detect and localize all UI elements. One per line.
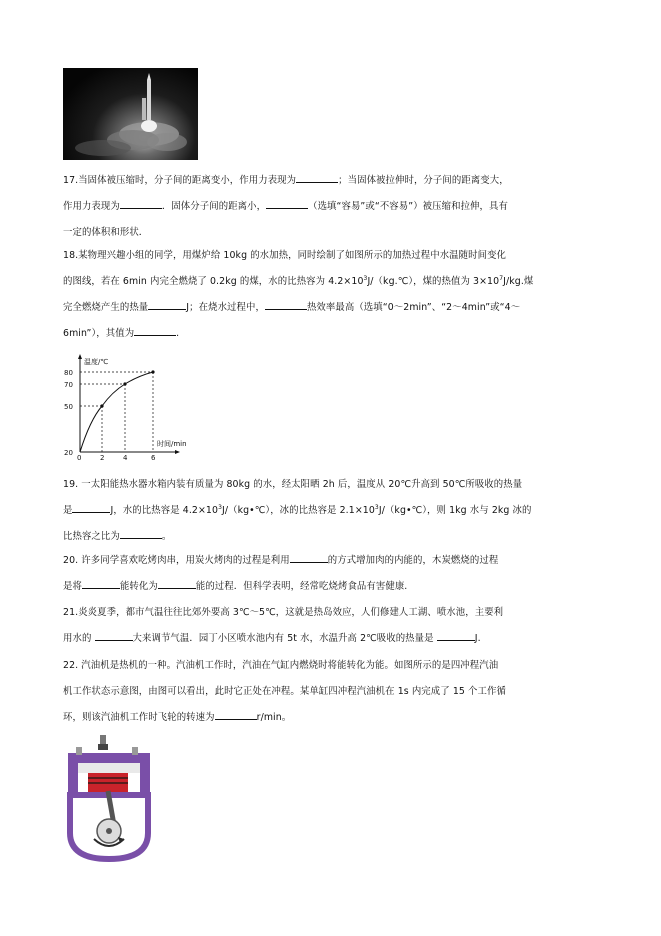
engine-cylinder-diagram (62, 733, 157, 863)
data-point (123, 382, 126, 385)
answer-blank[interactable] (95, 629, 133, 641)
spark-plug-icon (100, 735, 106, 745)
exhaust-valve-icon (132, 747, 138, 755)
answer-blank[interactable] (72, 501, 110, 513)
x-axis-label: 时间/min (157, 440, 187, 448)
answer-blank[interactable] (148, 298, 186, 310)
x-tick-0: 0 (77, 454, 82, 462)
question-20: 20. 许多同学喜欢吃烤肉串，用炭火烤肉的过程是利用 的方式增加肉的内能的，木炭燃烧的过程 是将 能转化为 能的过程．但科学表明，经常吃烧烤食品有害健康. (63, 548, 603, 600)
y-tick-80: 80 (64, 369, 73, 377)
question-19: 19. 一太阳能热水器水箱内装有质量为 80kg 的水，经太阳晒 2h 后，温度从 20℃升高到 50℃所吸收的热量 是 J，水的比热容是 $4.2\times 10^3J/(kg•℃)$，冰的比热容是 $2.1\times 10^3J/(kg•℃)$，则 1kg 水与 2kg 冰的 比热容之比为 。 (63, 479, 532, 542)
answer-blank[interactable] (296, 171, 338, 183)
x-tick-4: 4 (123, 454, 128, 462)
answer-blank[interactable] (158, 577, 196, 589)
answer-blank[interactable] (120, 197, 162, 209)
answer-blank[interactable] (266, 197, 308, 209)
data-point (100, 404, 103, 407)
y-tick-50: 50 (64, 403, 73, 411)
x-tick-2: 2 (100, 454, 105, 462)
answer-blank[interactable] (82, 577, 120, 589)
answer-blank[interactable] (134, 324, 176, 336)
rocket-launch-icon (63, 68, 198, 160)
y-axis-label: 温度/℃ (84, 358, 109, 366)
rocket-launch-photo (63, 68, 198, 160)
x-axis-arrow (175, 450, 180, 454)
answer-blank[interactable] (437, 629, 475, 641)
answer-blank[interactable] (265, 298, 307, 310)
question-22: 22. 汽油机是热机的一种。汽油机工作时，汽油在气缸内燃烧时将能转化为能。如图所示的是四冲程汽油 机工作状态示意图，由图可以看出，此时它正处在冲程。某单缸四冲程汽油机在 1s 内完成了 15 个工作循 环，则该汽油机工作时飞轮的转速为 r/min。 (63, 660, 506, 723)
x-tick-6: 6 (151, 454, 156, 462)
y-tick-20: 20 (64, 449, 73, 457)
answer-blank[interactable] (290, 551, 328, 563)
question-21: 21.炎炎夏季，都市气温往往比郊外要高 3℃～5℃，这就是热岛效应，人们修建人工湖、喷水池，主要利 用水的 大来调节气温．园丁小区喷水池内有 5t 水，水温升高 2℃吸收的热量是 J. (63, 607, 504, 644)
y-axis-arrow (78, 354, 82, 359)
answer-blank[interactable] (215, 708, 257, 720)
question-17: 17.当固体被压缩时，分子间的距离变小，作用力表现为 ；当固体被拉伸时，分子间的距离变大， 作用力表现为 ．固体分子间的距离小， （选填“容易”或“不容易”）被压缩和拉伸，具有 一定的体积和形状． (63, 168, 603, 246)
temperature-time-graph (62, 352, 187, 462)
intake-valve-icon (76, 747, 82, 755)
data-point (151, 370, 154, 373)
question-18: 18.某物理兴趣小组的同学，用煤炉给 10kg 的水加热，同时绘制了如图所示的加热过程中水温随时间变化 的图线，若在 6min 内完全燃烧了 0.2kg 的煤，水的比热容为 $4.2\times 10^3J/(kg.℃)$，煤的热值为 $3\times 10^7J/kg$.煤 完全燃烧产生的热量 J；在烧水过程中， 热效率最高（选填“0～2min”、“2～4min”或“4～ 6min”），其值为 . (63, 250, 534, 339)
y-tick-70: 70 (64, 381, 73, 389)
answer-blank[interactable] (120, 527, 162, 539)
